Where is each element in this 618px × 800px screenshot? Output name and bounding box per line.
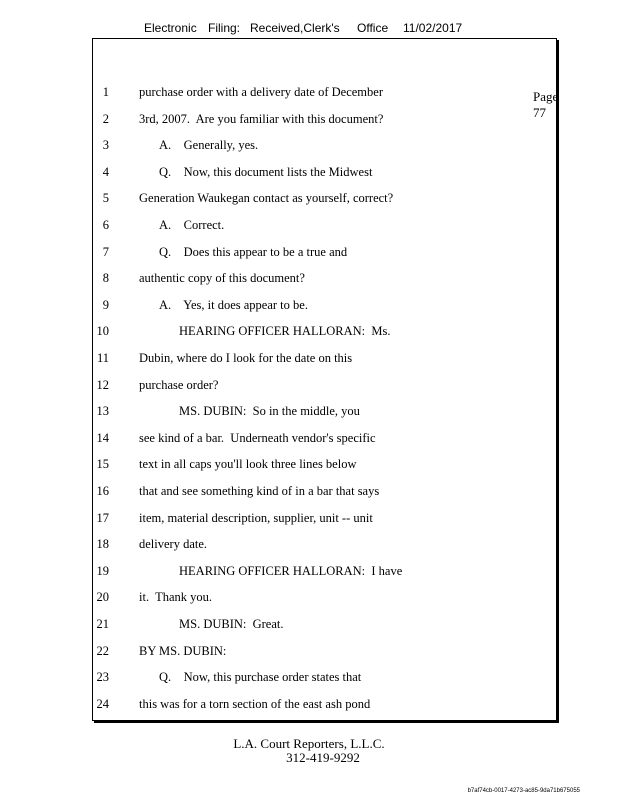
line-text: this was for a torn section of the east ash pond [139, 696, 371, 711]
line-number: 1 [102, 85, 109, 99]
filing-header-word: Filing: [208, 21, 241, 35]
transcript-line [93, 588, 556, 606]
line-number: 17 [96, 510, 109, 525]
line-text: 3rd, 2007. Are you familiar with this document? [139, 111, 384, 126]
line-text: Generation Waukegan contact as yourself, correct? [139, 191, 394, 206]
line-number: 18 [96, 537, 109, 552]
transcript-line [93, 429, 556, 447]
line-text: MS. DUBIN: So in the middle, you [179, 404, 360, 419]
reporter-company: L.A. Court Reporters, L.L.C. [233, 736, 385, 751]
page-number: Page 77 [533, 89, 559, 120]
line-text: A. Correct. [159, 218, 225, 232]
transcript-line [93, 296, 556, 314]
line-number: 8 [102, 271, 109, 286]
filing-header-word: 11/02/2017 [403, 21, 463, 35]
line-text: Q. Now, this document lists the Midwest [159, 164, 373, 179]
line-text: see kind of a bar. Underneath vendor's specific [139, 430, 376, 445]
transcript-line [93, 455, 556, 473]
document-hash: b7af74cb-0017-4273-ac85-9da71b675055 [467, 788, 580, 794]
line-number: 22 [96, 643, 109, 658]
line-text: Dubin, where do I look for the date on this [139, 351, 353, 365]
line-text: Q. Does this appear to be a true and [159, 244, 348, 259]
transcript-line [93, 482, 556, 500]
line-text: Q. Now, this purchase order states that [159, 670, 362, 685]
line-number: 20 [96, 590, 109, 605]
line-text: item, material description, supplier, unit -- unit [139, 510, 373, 525]
filing-header-word: Office [357, 21, 389, 35]
transcript-line [93, 615, 556, 633]
line-text: delivery date. [139, 537, 208, 552]
line-text: BY MS. DUBIN: [139, 643, 227, 658]
transcript-line [93, 562, 556, 580]
transcript-line [93, 376, 556, 394]
transcript-line [93, 243, 556, 261]
line-number: 3 [102, 138, 109, 153]
transcript-line [93, 189, 556, 207]
transcript-line [93, 216, 556, 234]
line-number: 23 [96, 670, 109, 685]
line-text: it. Thank you. [139, 590, 213, 605]
transcript-line [93, 668, 556, 686]
transcript-line [93, 402, 556, 420]
line-number: 24 [96, 696, 109, 711]
line-text: that and see something kind of in a bar that says [139, 484, 380, 498]
transcript-line [93, 110, 556, 128]
line-number: 7 [102, 244, 109, 259]
line-number: 12 [96, 377, 109, 392]
line-text: HEARING OFFICER HALLORAN: I have [179, 563, 403, 578]
reporter-phone: 312-419-9292 [286, 750, 360, 765]
line-text: purchase order? [139, 377, 219, 392]
filing-header-word: Electronic [144, 21, 197, 35]
line-number: 15 [96, 457, 109, 472]
line-text: A. Generally, yes. [159, 138, 259, 153]
line-text: A. Yes, it does appear to be. [159, 297, 308, 312]
transcript-line [93, 695, 556, 713]
line-number: 16 [96, 484, 109, 498]
transcript-line [93, 349, 556, 367]
line-text: purchase order with a delivery date of December [139, 85, 383, 99]
line-number: 6 [102, 218, 109, 232]
line-text: text in all caps you'll look three lines below [139, 457, 357, 472]
line-number: 4 [102, 164, 109, 179]
transcript-line [93, 322, 556, 340]
line-number: 19 [96, 563, 109, 578]
line-number: 9 [102, 297, 109, 312]
transcript-line [93, 136, 556, 154]
line-number: 21 [96, 617, 109, 631]
transcript-line [93, 509, 556, 527]
line-number: 5 [102, 191, 109, 206]
transcript-line [93, 642, 556, 660]
line-number: 10 [96, 324, 109, 339]
line-number: 14 [96, 430, 109, 445]
transcript-line [93, 535, 556, 553]
transcript-line [93, 269, 556, 287]
transcript-line [93, 163, 556, 181]
transcript-line [93, 83, 556, 101]
line-text: HEARING OFFICER HALLORAN: Ms. [179, 324, 391, 339]
line-text: MS. DUBIN: Great. [179, 617, 284, 631]
line-number: 11 [96, 351, 109, 365]
line-number: 13 [96, 404, 109, 419]
filing-header-word: Received,Clerk's [250, 21, 340, 35]
transcript-page [92, 38, 557, 721]
line-text: authentic copy of this document? [139, 271, 305, 286]
line-number: 2 [102, 111, 109, 126]
